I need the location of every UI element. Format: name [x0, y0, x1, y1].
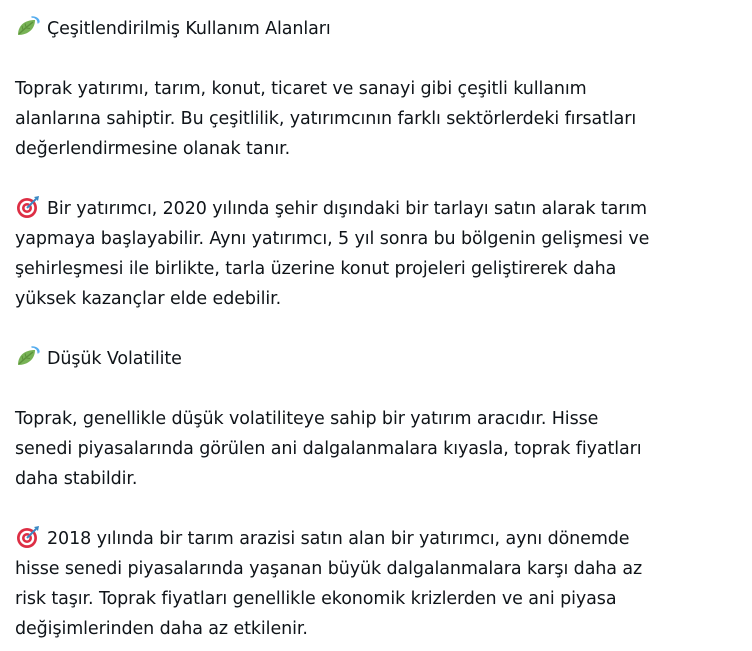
- paragraph-line: hisse senedi piyasalarında yaşanan büyük dalgalanmalara karşı daha az: [15, 559, 643, 579]
- direct-hit-target-icon: [15, 196, 41, 218]
- paragraph-line: 2018 yılında bir tarım arazisi satın alan bir yatırımcı, aynı dönemde: [15, 524, 737, 554]
- leaf-fluttering-in-wind-icon: [15, 346, 41, 368]
- paragraph-line: daha stabildir.: [15, 469, 138, 489]
- paragraph-line: yüksek kazançlar elde edebilir.: [15, 289, 282, 309]
- section-paragraph: [15, 74, 737, 164]
- example-paragraph: [15, 194, 737, 314]
- paragraph-line: değerlendirmesine olanak tanır.: [15, 139, 291, 159]
- paragraph-line: yapmaya başlayabilir. Aynı yatırımcı, 5 yıl sonra bu bölgenin gelişmesi ve: [15, 229, 650, 249]
- heading-text: Düşük Volatilite: [47, 349, 182, 369]
- post-text: [15, 14, 737, 644]
- section-heading-low-volatility: [15, 344, 737, 374]
- paragraph-line: senedi piyasalarında görülen ani dalgalanmalara kıyasla, toprak fiyatları: [15, 439, 642, 459]
- paragraph-line: Bir yatırımcı, 2020 yılında şehir dışındaki bir tarlayı satın alarak tarım: [15, 194, 737, 224]
- leaf-fluttering-in-wind-icon: [15, 16, 41, 38]
- example-paragraph: [15, 524, 737, 644]
- paragraph-line: Toprak yatırımı, tarım, konut, ticaret ve sanayi gibi çeşitli kullanım: [15, 79, 587, 99]
- paragraph-line: risk taşır. Toprak fiyatları genellikle ekonomik krizlerden ve ani piyasa: [15, 589, 617, 609]
- section-heading-diversified-use: [15, 14, 737, 44]
- direct-hit-target-icon: [15, 526, 41, 548]
- heading-text: Çeşitlendirilmiş Kullanım Alanları: [47, 19, 331, 39]
- paragraph-line: değişimlerinden daha az etkilenir.: [15, 619, 308, 639]
- paragraph-line: alanlarına sahiptir. Bu çeşitlilik, yatırımcının farklı sektörlerdeki fırsatları: [15, 109, 637, 129]
- section-paragraph: [15, 404, 737, 494]
- paragraph-line: şehirleşmesi ile birlikte, tarla üzerine konut projeleri geliştirerek daha: [15, 259, 617, 279]
- paragraph-line: Toprak, genellikle düşük volatiliteye sahip bir yatırım aracıdır. Hisse: [15, 409, 599, 429]
